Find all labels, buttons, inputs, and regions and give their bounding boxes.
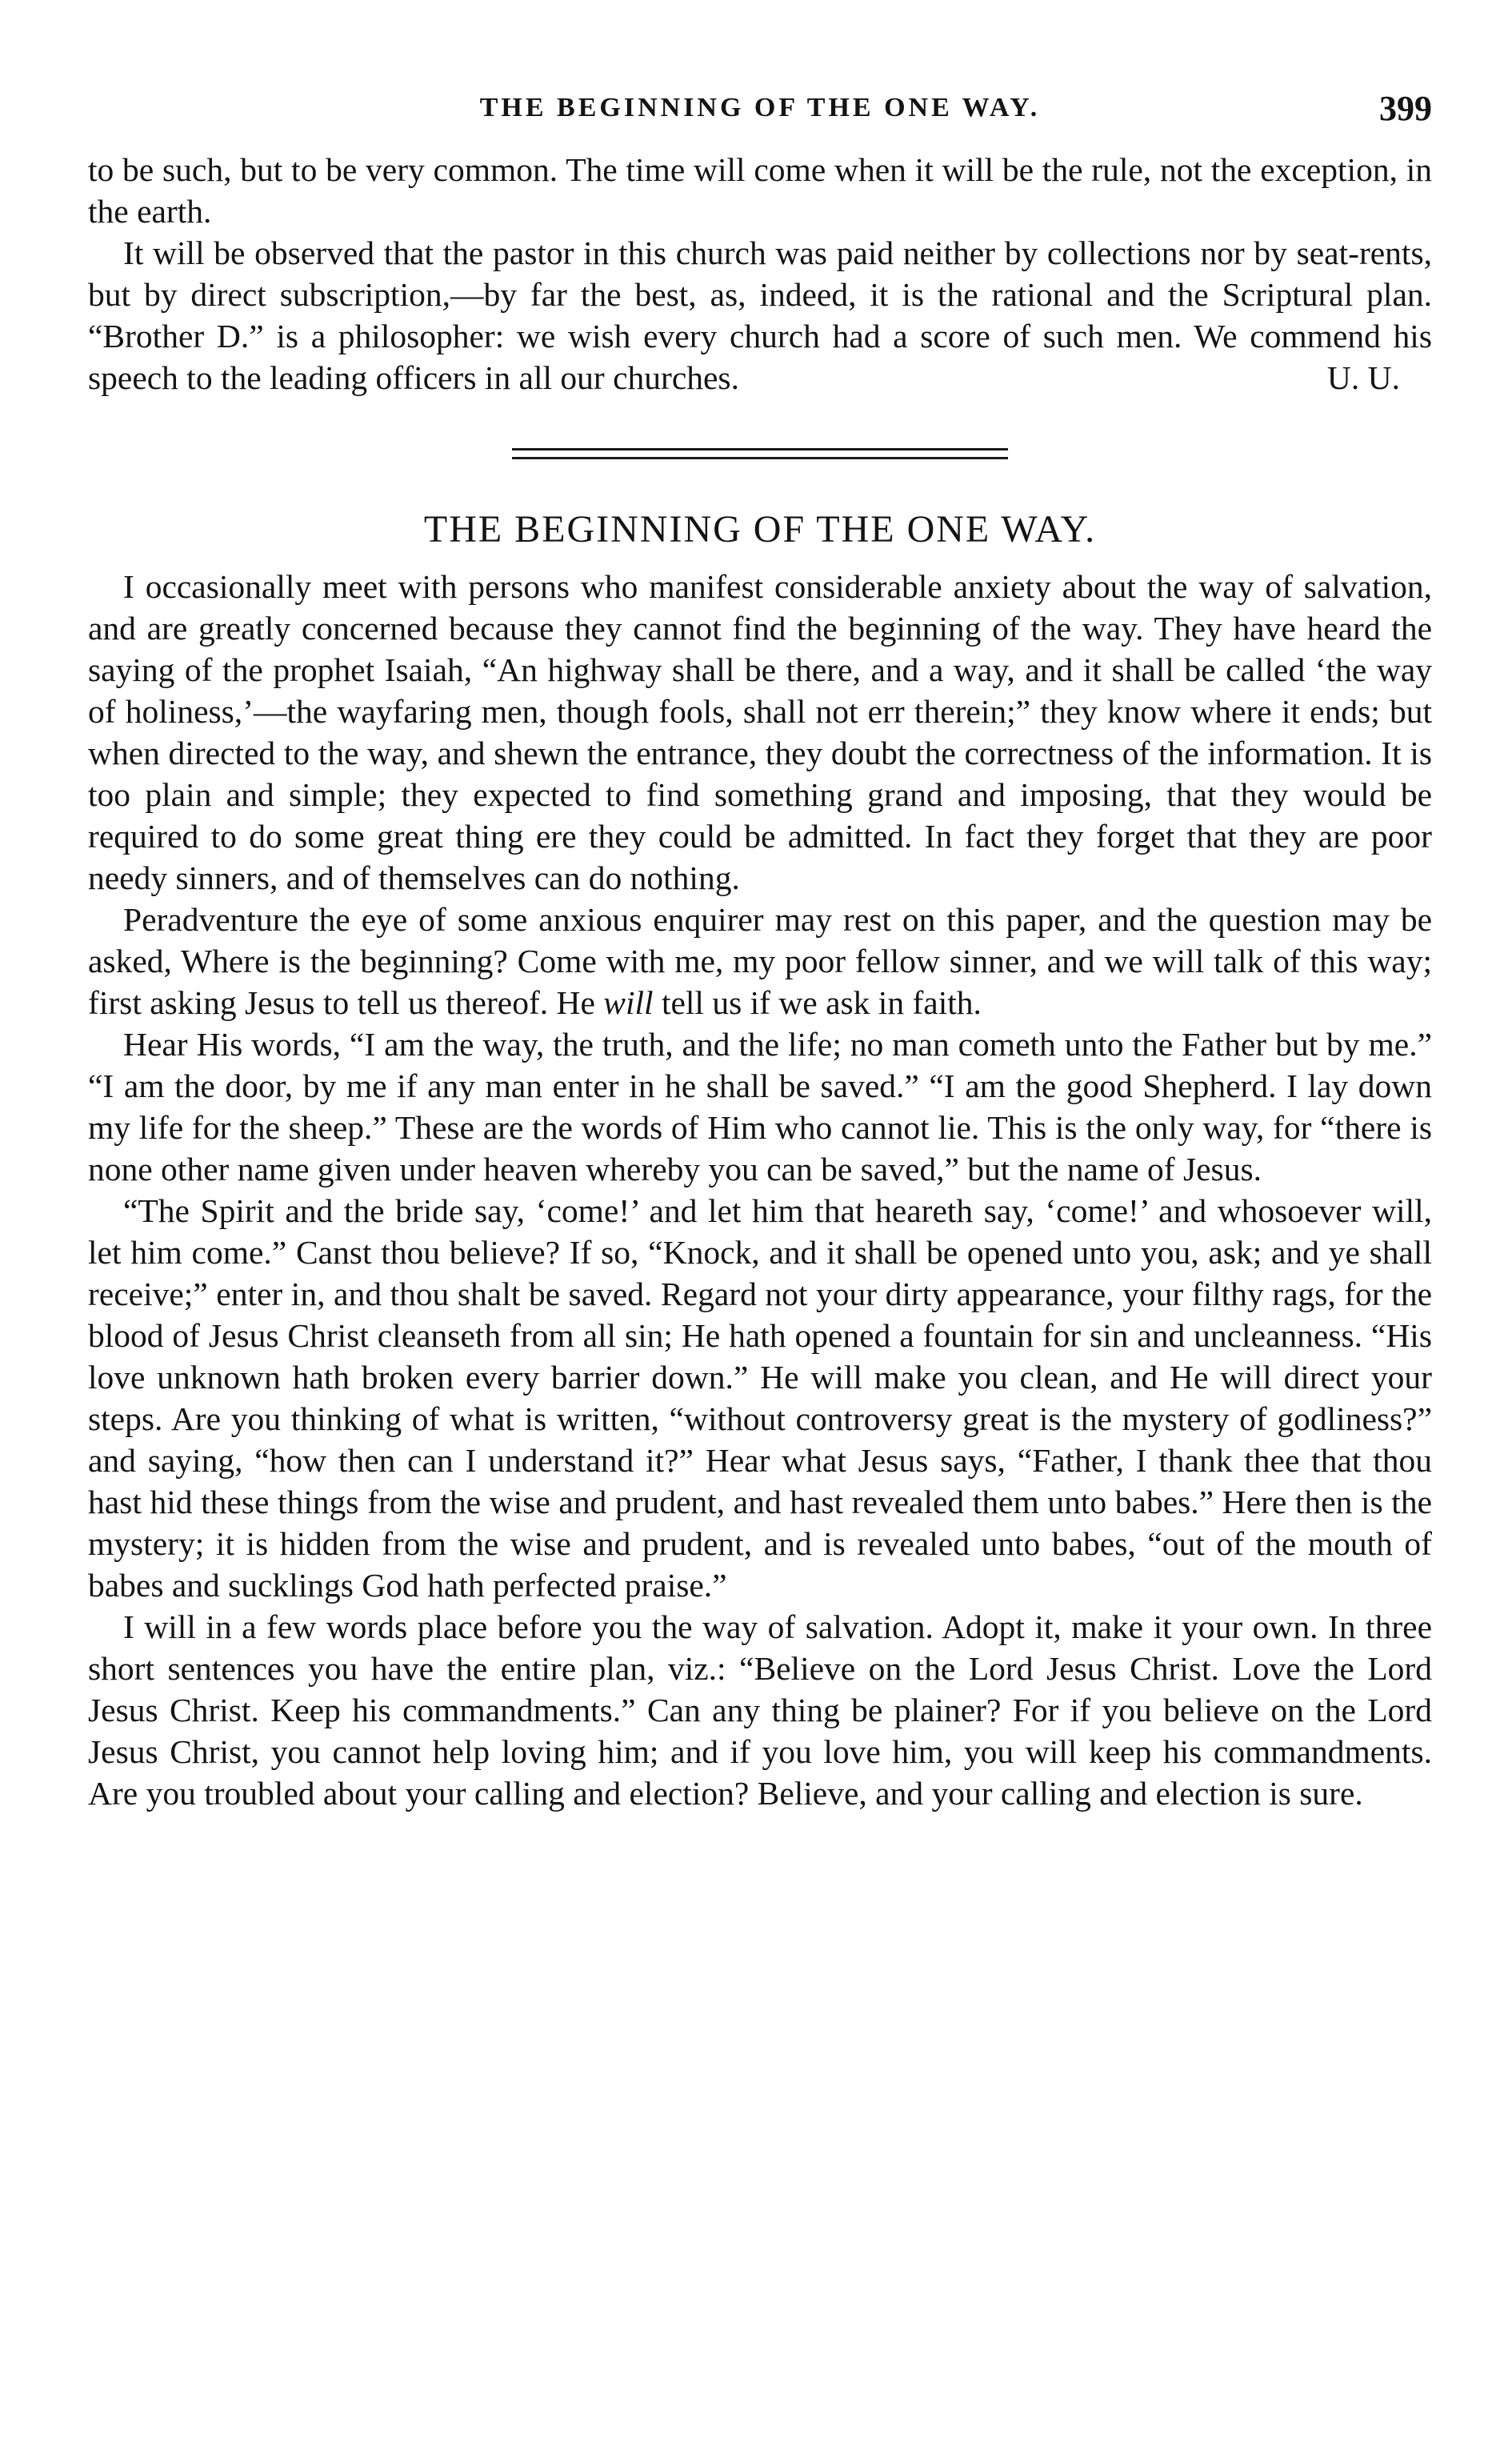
continuation-text <box>88 149 1432 398</box>
article-paragraph-2-after: tell us if we ask in faith. <box>653 984 982 1021</box>
article-title: THE BEGINNING OF THE ONE WAY. <box>423 508 1097 551</box>
signature: U. U. <box>1326 359 1400 396</box>
running-header <box>88 88 1432 136</box>
article-paragraph-1: I occasionally meet with persons who manifest considerable anxiety about the way of salvation, and are greatly concerned because they cannot find the beginning of the way. They have heard the saying of the prophet Isaiah, “An highway shall be there, and a way, and it shall be called ‘the way of holiness,’—the wayfaring men, though fools, shall not err therein;” they know where it ends; but when directed to the way, and shewn the entrance, they doubt the correctness of the information. It is too plain and simple; they expected to find something grand and imposing, that they would be required to do some great thing ere they could be admitted. In fact they forget that they are poor needy sinners, and of themselves can do nothing. <box>88 568 1432 896</box>
emphasis-will: will <box>603 984 654 1021</box>
book-page <box>88 88 1432 1814</box>
section-divider <box>512 448 1008 459</box>
divider-rule-top <box>512 448 1008 451</box>
article-paragraph-5: I will in a few words place before you the way of salvation. Adopt it, make it your own. In three short sentences you have the entire plan, viz.: “Believe on the Lord Jesus Christ. Love the Lord Jesus Christ. Keep his commandments.” Can any thing be plainer? For if you believe on the Lord Jesus Christ, you cannot help loving him; and if you love him, you will keep his commandments. Are you troubled about your calling and election? Believe, and your calling and election is sure. <box>88 1608 1432 1812</box>
continuation-paragraph-2-text: It will be observed that the pastor in this church was paid neither by collections nor by seat-rents, but by direct subscription,—by far the best, as, indeed, it is the rational and the Scriptural plan. “Brother D.” is a philosopher: we wish every church had a score of such men. We commend his speech to the leading officers in all our churches. <box>88 234 1432 396</box>
article-paragraph-3: Hear His words, “I am the way, the truth, and the life; no man cometh unto the Father but by me.” “I am the door, by me if any man enter in he shall be saved.” “I am the good Shepherd. I lay down my life for the sheep.” These are the words of Him who cannot lie. This is the only way, for “there is none other name given under heaven whereby you can be saved,” but the name of Jesus. <box>88 1026 1432 1187</box>
continuation-paragraph-1: to be such, but to be very common. The time will come when it will be the rule, not the exception, in the earth. <box>88 151 1432 230</box>
article-paragraph-4: “The Spirit and the bride say, ‘come!’ and let him that heareth say, ‘come!’ and whosoever will, let him come.” Canst thou believe? If so, “Knock, and it shall be opened unto you, ask; and ye shall receive;” enter in, and thou shalt be saved. Regard not your dirty appearance, your filthy rags, for the blood of Jesus Christ cleanseth from all sin; He hath opened a fountain for sin and uncleanness. “His love unknown hath broken every barrier down.” He will make you clean, and He will direct your steps. Are you thinking of what is written, “without controversy great is the mystery of godliness?” and saying, “how then can I understand it?” Hear what Jesus says, “Father, I thank thee that thou hast hid these things from the wise and prudent, and hast revealed them unto babes.” Here then is the mystery; it is hidden from the wise and prudent, and is revealed unto babes, “out of the mouth of babes and sucklings God hath perfected praise.” <box>88 1192 1432 1604</box>
article-body <box>88 566 1432 1814</box>
article-paragraph-2 <box>88 899 1432 1023</box>
running-title: THE BEGINNING OF THE ONE WAY. <box>479 93 1041 122</box>
continuation-paragraph-2 <box>88 232 1432 398</box>
page-number: 399 <box>1379 89 1432 128</box>
divider-rule-bottom <box>512 457 1008 459</box>
article-paragraph-2-before: Peradventure the eye of some anxious enquirer may rest on this paper, and the question may be asked, Where is the beginning? Come with me, my poor fellow sinner, and we will talk of this way; first asking Jesus to tell us thereof. He <box>88 901 1432 1021</box>
